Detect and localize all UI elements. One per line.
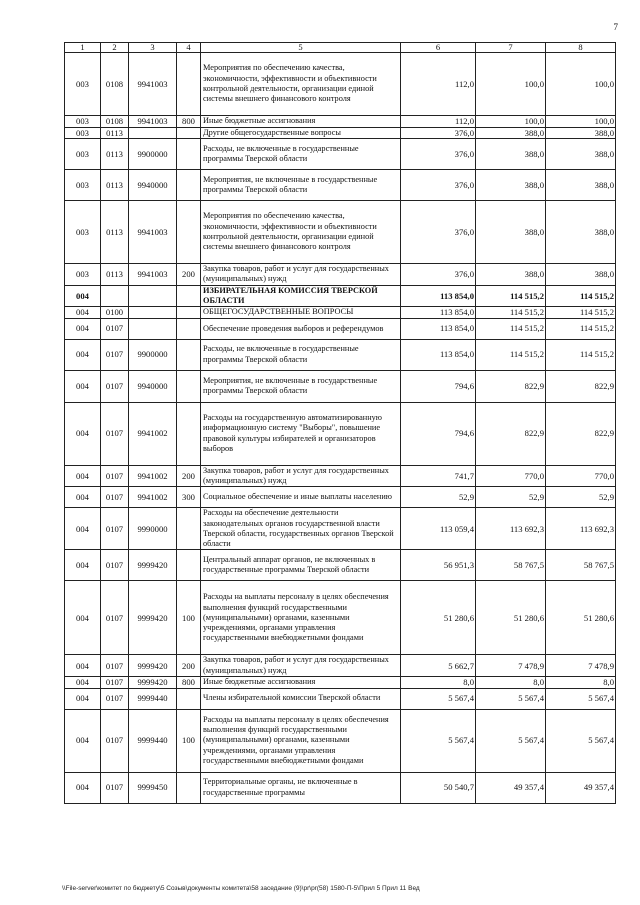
- code-cell: 0107: [101, 487, 129, 508]
- code-cell: 0107: [101, 677, 129, 689]
- amount-cell: 822,9: [476, 370, 546, 402]
- table-row: [65, 402, 616, 465]
- code-cell: 200: [177, 655, 201, 677]
- amount-cell: 388,0: [546, 201, 616, 264]
- code-cell: 004: [65, 307, 101, 319]
- code-cell: 0107: [101, 550, 129, 581]
- code-cell: 0107: [101, 318, 129, 339]
- code-cell: 9999420: [129, 581, 177, 655]
- code-cell: 800: [177, 116, 201, 128]
- table-row: [65, 170, 616, 201]
- description-cell: Закупка товаров, работ и услуг для государственных (муниципальных) нужд: [201, 655, 401, 677]
- code-cell: 100: [177, 581, 201, 655]
- table-row: [65, 264, 616, 286]
- code-cell: 9941003: [129, 264, 177, 286]
- amount-cell: 388,0: [546, 127, 616, 139]
- amount-cell: 100,0: [476, 116, 546, 128]
- table-body: [65, 43, 616, 804]
- amount-cell: 51 280,6: [401, 581, 476, 655]
- amount-cell: 770,0: [546, 465, 616, 487]
- table-row: [65, 487, 616, 508]
- amount-cell: 388,0: [476, 170, 546, 201]
- description-cell: Мероприятия, не включенные в государственные программы Тверской области: [201, 170, 401, 201]
- code-cell: 004: [65, 318, 101, 339]
- code-cell: 9900000: [129, 339, 177, 370]
- description-cell: Центральный аппарат органов, не включенных в государственные программы Тверской области: [201, 550, 401, 581]
- code-cell: 004: [65, 677, 101, 689]
- description-cell: Закупка товаров, работ и услуг для государственных (муниципальных) нужд: [201, 264, 401, 286]
- table-row: [65, 772, 616, 803]
- code-cell: 9941003: [129, 116, 177, 128]
- code-cell: 9941003: [129, 201, 177, 264]
- amount-cell: 56 951,3: [401, 550, 476, 581]
- table-row: [65, 116, 616, 128]
- code-cell: 004: [65, 508, 101, 550]
- amount-cell: 5 567,4: [401, 688, 476, 709]
- header-cell: 1: [65, 43, 101, 53]
- amount-cell: 52,9: [546, 487, 616, 508]
- code-cell: 300: [177, 487, 201, 508]
- description-cell: Расходы, не включенные в государственные программы Тверской области: [201, 339, 401, 370]
- amount-cell: 58 767,5: [546, 550, 616, 581]
- code-cell: [177, 307, 201, 319]
- code-cell: 0107: [101, 508, 129, 550]
- header-cell: 4: [177, 43, 201, 53]
- amount-cell: 8,0: [546, 677, 616, 689]
- code-cell: [177, 508, 201, 550]
- code-cell: 9941003: [129, 53, 177, 116]
- table-row: [65, 139, 616, 170]
- code-cell: 004: [65, 550, 101, 581]
- code-cell: 0113: [101, 139, 129, 170]
- amount-cell: 49 357,4: [546, 772, 616, 803]
- description-cell: Другие общегосударственные вопросы: [201, 127, 401, 139]
- code-cell: 003: [65, 116, 101, 128]
- code-cell: 004: [65, 688, 101, 709]
- code-cell: 9941002: [129, 465, 177, 487]
- table-row: [65, 465, 616, 487]
- amount-cell: 114 515,2: [546, 339, 616, 370]
- amount-cell: 100,0: [546, 53, 616, 116]
- code-cell: [177, 772, 201, 803]
- description-cell: Территориальные органы, не включенные в государственные программы: [201, 772, 401, 803]
- table-row: [65, 688, 616, 709]
- amount-cell: 5 567,4: [476, 709, 546, 772]
- amount-cell: 822,9: [546, 370, 616, 402]
- amount-cell: 388,0: [546, 264, 616, 286]
- amount-cell: 388,0: [476, 264, 546, 286]
- amount-cell: 7 478,9: [546, 655, 616, 677]
- amount-cell: 8,0: [476, 677, 546, 689]
- table-row: [65, 550, 616, 581]
- header-row: [65, 43, 616, 53]
- code-cell: [177, 318, 201, 339]
- code-cell: [177, 688, 201, 709]
- table-row: [65, 581, 616, 655]
- code-cell: 9940000: [129, 370, 177, 402]
- amount-cell: 114 515,2: [546, 307, 616, 319]
- description-cell: Расходы на государственную автоматизированную информационную систему "Выборы", повышение правовой культуры избирателей и организаторов выборов: [201, 402, 401, 465]
- description-cell: Иные бюджетные ассигнования: [201, 116, 401, 128]
- amount-cell: 51 280,6: [476, 581, 546, 655]
- description-cell: Мероприятия, не включенные в государственные программы Тверской области: [201, 370, 401, 402]
- code-cell: 0107: [101, 581, 129, 655]
- amount-cell: 51 280,6: [546, 581, 616, 655]
- amount-cell: 388,0: [546, 170, 616, 201]
- description-cell: Социальное обеспечение и иные выплаты населению: [201, 487, 401, 508]
- code-cell: 9999450: [129, 772, 177, 803]
- amount-cell: 112,0: [401, 53, 476, 116]
- table-row: [65, 339, 616, 370]
- code-cell: [129, 127, 177, 139]
- code-cell: 9900000: [129, 139, 177, 170]
- amount-cell: 822,9: [546, 402, 616, 465]
- code-cell: 004: [65, 655, 101, 677]
- page-number: 7: [613, 22, 618, 32]
- amount-cell: 114 515,2: [476, 307, 546, 319]
- amount-cell: 7 478,9: [476, 655, 546, 677]
- code-cell: [177, 550, 201, 581]
- description-cell: Мероприятия по обеспечению качества, экономичности, эффективности и объективности контрольной деятельности, организации единой системы внешнего финансового контроля: [201, 53, 401, 116]
- code-cell: 0107: [101, 709, 129, 772]
- amount-cell: 112,0: [401, 116, 476, 128]
- amount-cell: 100,0: [546, 116, 616, 128]
- amount-cell: 113 854,0: [401, 307, 476, 319]
- amount-cell: 5 567,4: [476, 688, 546, 709]
- code-cell: [177, 139, 201, 170]
- table-row: [65, 307, 616, 319]
- amount-cell: 741,7: [401, 465, 476, 487]
- code-cell: [177, 370, 201, 402]
- amount-cell: 376,0: [401, 139, 476, 170]
- code-cell: 9999440: [129, 688, 177, 709]
- amount-cell: 794,6: [401, 370, 476, 402]
- code-cell: 004: [65, 402, 101, 465]
- code-cell: [177, 127, 201, 139]
- table-row: [65, 655, 616, 677]
- amount-cell: 52,9: [401, 487, 476, 508]
- amount-cell: 388,0: [476, 139, 546, 170]
- amount-cell: 376,0: [401, 170, 476, 201]
- code-cell: 004: [65, 772, 101, 803]
- description-cell: Члены избирательной комиссии Тверской области: [201, 688, 401, 709]
- code-cell: 0107: [101, 772, 129, 803]
- code-cell: [177, 170, 201, 201]
- code-cell: 0108: [101, 53, 129, 116]
- amount-cell: 52,9: [476, 487, 546, 508]
- code-cell: 0107: [101, 402, 129, 465]
- amount-cell: 50 540,7: [401, 772, 476, 803]
- description-cell: Расходы, не включенные в государственные программы Тверской области: [201, 139, 401, 170]
- code-cell: 9941002: [129, 402, 177, 465]
- table-row: [65, 709, 616, 772]
- code-cell: 9999420: [129, 655, 177, 677]
- amount-cell: 113 854,0: [401, 285, 476, 307]
- code-cell: 9941002: [129, 487, 177, 508]
- code-cell: 004: [65, 370, 101, 402]
- description-cell: Обеспечение проведения выборов и референдумов: [201, 318, 401, 339]
- description-cell: Расходы на выплаты персоналу в целях обеспечения выполнения функций государственными (муниципальными) органами, казенными учреждениями, органами управления государственными внебюджетными фондами: [201, 709, 401, 772]
- code-cell: 800: [177, 677, 201, 689]
- amount-cell: 5 662,7: [401, 655, 476, 677]
- header-cell: 6: [401, 43, 476, 53]
- code-cell: [177, 285, 201, 307]
- code-cell: 004: [65, 285, 101, 307]
- code-cell: 004: [65, 339, 101, 370]
- amount-cell: 114 515,2: [476, 285, 546, 307]
- code-cell: 0107: [101, 339, 129, 370]
- code-cell: 004: [65, 709, 101, 772]
- amount-cell: 388,0: [476, 201, 546, 264]
- code-cell: [177, 53, 201, 116]
- code-cell: 9999440: [129, 709, 177, 772]
- amount-cell: 5 567,4: [401, 709, 476, 772]
- table-row: [65, 53, 616, 116]
- code-cell: 0107: [101, 465, 129, 487]
- header-cell: 2: [101, 43, 129, 53]
- code-cell: 003: [65, 264, 101, 286]
- amount-cell: 5 567,4: [546, 688, 616, 709]
- table-row: [65, 677, 616, 689]
- code-cell: 9999420: [129, 677, 177, 689]
- amount-cell: 770,0: [476, 465, 546, 487]
- amount-cell: 114 515,2: [546, 285, 616, 307]
- code-cell: [177, 402, 201, 465]
- table-row: [65, 127, 616, 139]
- header-cell: 8: [546, 43, 616, 53]
- code-cell: 0113: [101, 264, 129, 286]
- amount-cell: 100,0: [476, 53, 546, 116]
- code-cell: 004: [65, 487, 101, 508]
- code-cell: 9940000: [129, 170, 177, 201]
- code-cell: 9999420: [129, 550, 177, 581]
- code-cell: 0107: [101, 688, 129, 709]
- description-cell: ОБЩЕГОСУДАРСТВЕННЫЕ ВОПРОСЫ: [201, 307, 401, 319]
- amount-cell: 388,0: [546, 139, 616, 170]
- amount-cell: 113 692,3: [546, 508, 616, 550]
- amount-cell: 113 854,0: [401, 318, 476, 339]
- code-cell: [129, 285, 177, 307]
- header-cell: 3: [129, 43, 177, 53]
- code-cell: 0100: [101, 307, 129, 319]
- amount-cell: 8,0: [401, 677, 476, 689]
- description-cell: Мероприятия по обеспечению качества, экономичности, эффективности и объективности контрольной деятельности, организации единой системы внешнего финансового контроля: [201, 201, 401, 264]
- description-cell: Закупка товаров, работ и услуг для государственных (муниципальных) нужд: [201, 465, 401, 487]
- description-cell: Иные бюджетные ассигнования: [201, 677, 401, 689]
- code-cell: [129, 307, 177, 319]
- amount-cell: 376,0: [401, 201, 476, 264]
- amount-cell: 113 854,0: [401, 339, 476, 370]
- amount-cell: 113 059,4: [401, 508, 476, 550]
- amount-cell: 58 767,5: [476, 550, 546, 581]
- file-path-footer: \\File-server\комитет по бюджету\5 Созыв\документы комитета\58 заседание (9)\pr\pr(58) 1580-П-5\Прил 5 Прил 11 Вед: [62, 885, 420, 892]
- description-cell: Расходы на выплаты персоналу в целях обеспечения выполнения функций государственными (муниципальными) органами, казенными учреждениями, органами управления государственными внебюджетными фондами: [201, 581, 401, 655]
- code-cell: 100: [177, 709, 201, 772]
- amount-cell: 5 567,4: [546, 709, 616, 772]
- amount-cell: 114 515,2: [476, 339, 546, 370]
- amount-cell: 49 357,4: [476, 772, 546, 803]
- amount-cell: 388,0: [476, 127, 546, 139]
- table-row: [65, 285, 616, 307]
- code-cell: 0107: [101, 370, 129, 402]
- code-cell: 0113: [101, 127, 129, 139]
- code-cell: [129, 318, 177, 339]
- table-row: [65, 318, 616, 339]
- code-cell: 200: [177, 264, 201, 286]
- code-cell: [177, 339, 201, 370]
- code-cell: 0107: [101, 655, 129, 677]
- amount-cell: 794,6: [401, 402, 476, 465]
- amount-cell: 822,9: [476, 402, 546, 465]
- code-cell: 0113: [101, 201, 129, 264]
- code-cell: 200: [177, 465, 201, 487]
- code-cell: 0113: [101, 170, 129, 201]
- table-row: [65, 370, 616, 402]
- amount-cell: 114 515,2: [476, 318, 546, 339]
- amount-cell: 376,0: [401, 127, 476, 139]
- code-cell: 003: [65, 127, 101, 139]
- table-row: [65, 201, 616, 264]
- header-cell: 7: [476, 43, 546, 53]
- code-cell: 003: [65, 201, 101, 264]
- code-cell: 004: [65, 581, 101, 655]
- code-cell: 004: [65, 465, 101, 487]
- description-cell: ИЗБИРАТЕЛЬНАЯ КОМИССИЯ ТВЕРСКОЙ ОБЛАСТИ: [201, 285, 401, 307]
- code-cell: [177, 201, 201, 264]
- header-cell: 5: [201, 43, 401, 53]
- amount-cell: 113 692,3: [476, 508, 546, 550]
- amount-cell: 376,0: [401, 264, 476, 286]
- code-cell: 003: [65, 170, 101, 201]
- code-cell: 003: [65, 139, 101, 170]
- amount-cell: 114 515,2: [546, 318, 616, 339]
- code-cell: 003: [65, 53, 101, 116]
- description-cell: Расходы на обеспечение деятельности законодательных органов государственной власти Тверской области, государственных органов Тверской области: [201, 508, 401, 550]
- code-cell: [101, 285, 129, 307]
- table-row: [65, 508, 616, 550]
- code-cell: 0108: [101, 116, 129, 128]
- code-cell: 9990000: [129, 508, 177, 550]
- budget-table: [64, 42, 616, 804]
